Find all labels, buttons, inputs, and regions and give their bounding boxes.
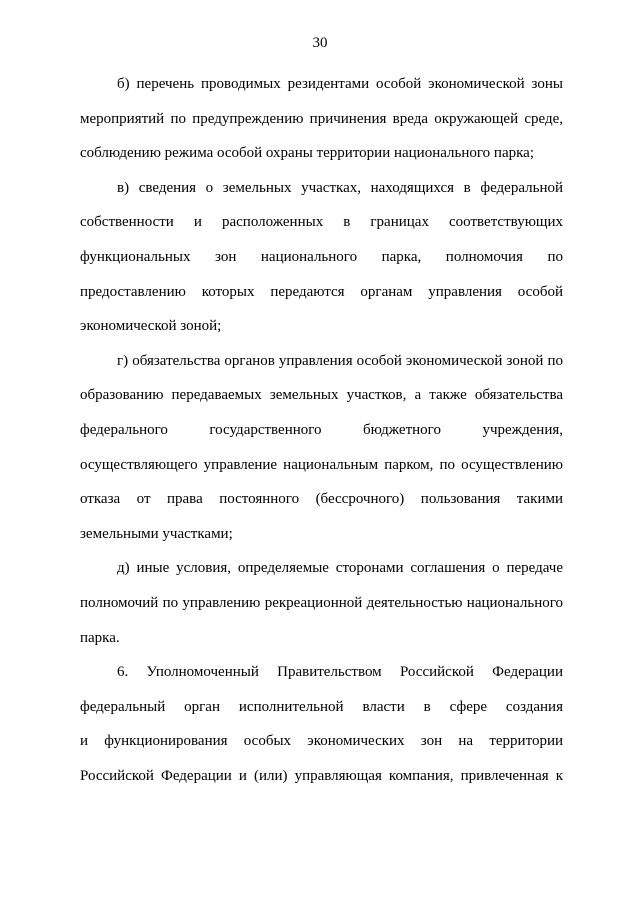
text-line: г) обязательства органов управления особой экономической зоной по <box>117 352 563 369</box>
paragraph-g <box>80 344 563 552</box>
text-line: отказа от права постоянного (бессрочного) пользования такими <box>80 491 563 508</box>
text-line: Российской Федерации и (или) управляющая компания, привлеченная к <box>80 767 563 784</box>
text-line: собственности и расположенных в границах соответствующих <box>80 214 563 231</box>
text-line: экономической зоной; <box>80 318 222 335</box>
text-line: и функционирования особых экономических зон на территории <box>80 733 563 750</box>
text-line: в) сведения о земельных участках, находящихся в федеральной <box>117 179 563 196</box>
text-line: соблюдению режима особой охраны территории национального парка; <box>80 145 534 162</box>
text-line: д) иные условия, определяемые сторонами соглашения о передаче <box>117 560 563 577</box>
text-line: полномочий по управлению рекреационной деятельностью национального <box>80 594 563 611</box>
text-line: парка. <box>80 629 120 646</box>
text-line: образованию передаваемых земельных участков, а также обязательства <box>80 387 563 404</box>
text-line: мероприятий по предупреждению причинения вреда окружающей среде, <box>80 110 563 127</box>
paragraph-b <box>80 67 563 171</box>
document-body <box>80 67 563 793</box>
page-number: 30 <box>312 35 328 51</box>
text-line: земельными участками; <box>80 525 233 542</box>
paragraph-d <box>80 551 563 655</box>
text-line: предоставлению которых передаются органам управления особой <box>80 283 563 300</box>
text-line: 6. Уполномоченный Правительством Российской Федерации <box>117 664 563 681</box>
paragraph-v <box>80 171 563 344</box>
text-line: функциональных зон национального парка, полномочия по <box>80 248 563 265</box>
text-line: осуществляющего управление национальным парком, по осуществлению <box>80 456 563 473</box>
paragraph-6 <box>80 655 563 793</box>
text-line: федерального государственного бюджетного учреждения, <box>80 421 563 438</box>
text-line: б) перечень проводимых резидентами особой экономической зоны <box>117 76 563 92</box>
text-line: федеральный орган исполнительной власти в сфере создания <box>80 698 563 715</box>
